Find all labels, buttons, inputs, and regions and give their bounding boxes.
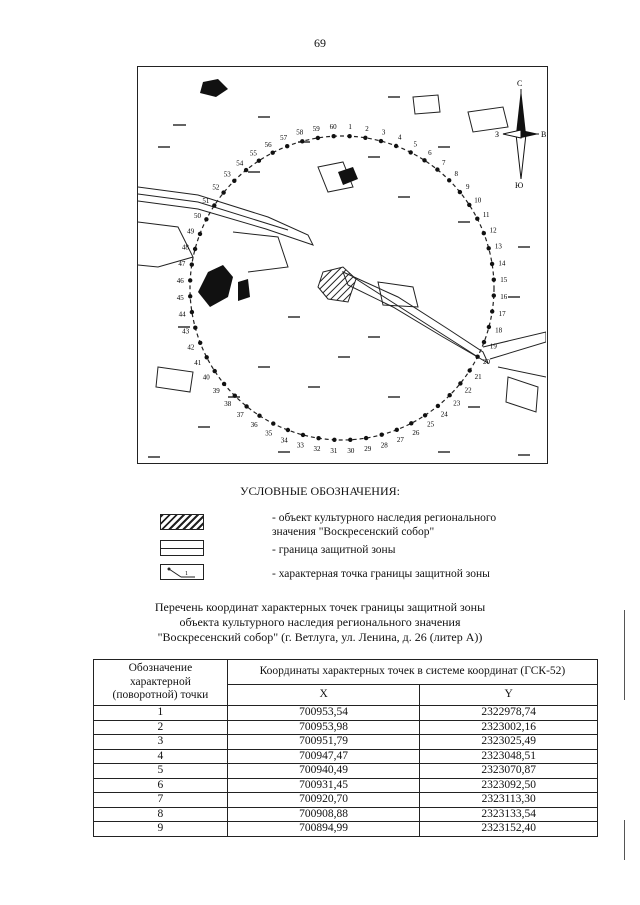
- boundary-point: [190, 310, 194, 314]
- caption-line-1: Перечень координат характерных точек границы защитной зоны: [154, 600, 486, 614]
- table-caption: [0, 600, 640, 645]
- boundary-point: [482, 340, 486, 344]
- boundary-point-label: 52: [212, 183, 220, 192]
- boundary-point: [394, 144, 398, 148]
- boundary-point-label: 45: [176, 293, 184, 302]
- table-row: [94, 793, 598, 808]
- compass-rose-icon: [495, 79, 546, 190]
- legend-text-boundary: - граница защитной зоны: [272, 544, 396, 556]
- road-upper: [138, 187, 313, 245]
- boundary-point: [363, 136, 367, 140]
- boundary-point-label: 26: [412, 429, 420, 438]
- boundary-point: [436, 404, 440, 408]
- table-row: [94, 735, 598, 750]
- boundary-point-label: 20: [483, 358, 490, 367]
- boundary-point-label: 24: [440, 410, 448, 419]
- boundary-point: [435, 167, 439, 171]
- cell-y: 2323048,51: [420, 749, 598, 764]
- cell-point: 4: [94, 749, 228, 764]
- hatched-object-icon: [160, 514, 204, 530]
- cell-x: 700894,99: [227, 822, 420, 837]
- table-row: [94, 778, 598, 793]
- table-row: [94, 764, 598, 779]
- caption-line-2: объекта культурного наследия регионального значения: [179, 615, 461, 629]
- cell-x: 700908,88: [227, 807, 420, 822]
- boundary-point-label: 2: [365, 124, 369, 133]
- boundary-point: [332, 134, 336, 138]
- boundary-point-label: 32: [313, 445, 321, 454]
- compass-east: В: [541, 130, 546, 139]
- boundary-point: [190, 262, 194, 266]
- boundary-point-label: 57: [280, 133, 288, 142]
- boundary-point-label: 34: [280, 436, 288, 445]
- compass-north: С: [517, 79, 523, 88]
- boundary-point: [205, 355, 209, 359]
- boundary-point: [468, 368, 472, 372]
- boundary-point-label: 36: [250, 421, 258, 430]
- cell-point: 6: [94, 778, 228, 793]
- boundary-point-label: 8: [454, 170, 459, 179]
- cell-y: 2323092,50: [420, 778, 598, 793]
- boundary-point: [487, 325, 491, 329]
- header-y: Y: [420, 685, 598, 706]
- boundary-point: [221, 190, 225, 194]
- boundary-point-label: 29: [364, 444, 372, 453]
- boundary-point-label: 3: [381, 128, 386, 137]
- cell-point: 2: [94, 720, 228, 735]
- table-row: [94, 706, 598, 721]
- cell-y: 2323113,30: [420, 793, 598, 808]
- boundary-point-label: 4: [397, 133, 402, 142]
- boundary-point: [347, 134, 351, 138]
- cell-x: 700931,45: [227, 778, 420, 793]
- boundary-point: [257, 414, 261, 418]
- header-x: X: [227, 685, 420, 706]
- cell-y: 2323025,49: [420, 735, 598, 750]
- cell-x: 700947,47: [227, 749, 420, 764]
- boundary-point-label: 12: [489, 226, 497, 235]
- compass-south: Ю: [515, 181, 524, 190]
- boundary-point-label: 25: [427, 420, 435, 429]
- boundary-point-label: 11: [482, 211, 490, 220]
- boundary-point-label: 40: [202, 373, 210, 382]
- boundary-point-label: 47: [178, 260, 186, 268]
- coordinates-table: [93, 659, 598, 837]
- legend-title: УСЛОВНЫЕ ОБОЗНАЧЕНИЯ:: [240, 484, 400, 498]
- map-canvas: [138, 67, 546, 462]
- cell-x: 700920,70: [227, 793, 420, 808]
- boundary-point: [332, 438, 336, 442]
- boundary-point-label: 5: [413, 140, 417, 149]
- boundary-point: [212, 203, 216, 207]
- boundary-point: [193, 326, 197, 330]
- cell-x: 700951,79: [227, 735, 420, 750]
- boundary-point: [271, 151, 275, 155]
- boundary-point: [198, 341, 202, 345]
- boundary-point-label: 23: [453, 399, 461, 408]
- legend-text-point: - характерная точка границы защитной зоны: [272, 568, 490, 580]
- boundary-point: [467, 203, 471, 207]
- boundary-point-label: 56: [264, 140, 272, 149]
- boundary-point-label: 19: [489, 342, 497, 351]
- boundary-point: [490, 262, 494, 266]
- boundary-point: [448, 393, 452, 397]
- boundary-point: [395, 428, 399, 432]
- boundary-point: [380, 433, 384, 437]
- boundary-point-label: 48: [181, 243, 189, 252]
- boundary-point-label: 31: [330, 446, 338, 455]
- boundary-point: [286, 428, 290, 432]
- boundary-point-label: 1: [348, 123, 352, 132]
- heritage-object: [318, 267, 356, 302]
- boundary-point: [301, 433, 305, 437]
- boundary-point: [447, 178, 451, 182]
- boundary-point: [348, 438, 352, 442]
- boundary-point: [423, 413, 427, 417]
- boundary-point-label: 44: [178, 310, 186, 319]
- caption-line-3: "Воскресенский собор" (г. Ветлуга, ул. Ленина, д. 26 (литер А)): [157, 630, 483, 644]
- boundary-point-label: 7: [441, 158, 446, 167]
- boundary-point: [244, 404, 248, 408]
- boundary-point: [222, 382, 226, 386]
- boundary-point: [233, 394, 237, 398]
- boundary-point: [475, 217, 479, 221]
- boundary-point: [271, 421, 275, 425]
- boundary-point-label: 10: [474, 196, 482, 205]
- boundary-point-label: 9: [465, 182, 470, 191]
- legend-text-heritage-1: - объект культурного наследия регионального: [272, 512, 497, 524]
- boundary-point-label: 30: [347, 446, 355, 455]
- boundary-point: [232, 179, 236, 183]
- boundary-point-label: 16: [500, 293, 508, 302]
- boundary-point-label: 55: [249, 149, 257, 158]
- table-row: [94, 749, 598, 764]
- boundary-point: [244, 168, 248, 172]
- boundary-point-label: 38: [224, 399, 232, 408]
- cell-y: 2322978,74: [420, 706, 598, 721]
- boundary-point-label: 41: [194, 358, 202, 367]
- boundary-point-label: 37: [236, 411, 244, 420]
- protection-zone-map: [137, 66, 548, 464]
- boundary-point-label: 17: [498, 310, 506, 318]
- page-edge-mark: [624, 610, 625, 700]
- cell-y: 2323070,87: [420, 764, 598, 779]
- boundary-point-label: 22: [464, 386, 472, 395]
- boundary-point-label: 51: [202, 197, 210, 206]
- boundary-point-label: 39: [212, 387, 220, 396]
- cell-x: 700953,98: [227, 720, 420, 735]
- boundary-point: [475, 355, 479, 359]
- boundary-point: [422, 158, 426, 162]
- boundary-point-icon: [160, 564, 204, 580]
- table-row: [94, 807, 598, 822]
- boundary-point: [213, 369, 217, 373]
- boundary-point-label: 6: [428, 148, 432, 157]
- road-lower: [343, 272, 546, 377]
- boundary-point-label: 53: [223, 170, 231, 179]
- cell-x: 700940,49: [227, 764, 420, 779]
- table-row: [94, 720, 598, 735]
- boundary-point: [458, 190, 462, 194]
- boundary-point: [379, 139, 383, 143]
- boundary-point-label: 50: [194, 211, 201, 220]
- boundary-point-label: 59: [312, 125, 320, 134]
- boundary-point: [316, 136, 320, 140]
- boundary-point: [492, 293, 496, 297]
- boundary-point: [490, 309, 494, 313]
- boundary-point-label: 35: [265, 429, 273, 438]
- boundary-point-label: 27: [396, 436, 404, 445]
- boundary-point: [364, 436, 368, 440]
- cell-point: 9: [94, 822, 228, 837]
- cell-point: 8: [94, 807, 228, 822]
- boundary-point-label: 49: [187, 227, 195, 236]
- boundary-point: [300, 139, 304, 143]
- legend-text-heritage-2: значения "Воскресенский собор": [272, 526, 435, 538]
- cell-point: 3: [94, 735, 228, 750]
- boundary-point: [257, 159, 261, 163]
- boundary-point-label: 13: [494, 242, 502, 251]
- boundary-point: [316, 436, 320, 440]
- cell-point: 7: [94, 793, 228, 808]
- boundary-point-label: 46: [176, 276, 184, 285]
- header-point: Обозначение характерной (поворотной) точки: [94, 660, 228, 706]
- boundary-point: [409, 421, 413, 425]
- boundary-point: [198, 232, 202, 236]
- boundary-point-label: 58: [296, 128, 304, 137]
- boundary-point-label: 14: [498, 259, 506, 268]
- boundary-point: [482, 231, 486, 235]
- cell-point: 5: [94, 764, 228, 779]
- boundary-point: [285, 144, 289, 148]
- boundary-point: [188, 278, 192, 282]
- boundary-point-label: 15: [500, 276, 508, 285]
- boundary-point: [188, 294, 192, 298]
- boundary-point-label: 54: [236, 159, 244, 168]
- boundary-point-label: 60: [329, 123, 337, 132]
- page-number: 69: [314, 36, 326, 50]
- compass-west: З: [495, 130, 500, 139]
- cell-x: 700953,54: [227, 706, 420, 721]
- boundary-point-label: 42: [187, 343, 195, 352]
- boundary-point: [492, 278, 496, 282]
- boundary-point-label: 18: [495, 326, 503, 335]
- boundary-point-label: 33: [296, 441, 304, 450]
- page-edge-mark: [624, 820, 625, 860]
- boundary-point-label: 21: [474, 372, 482, 381]
- svg-text:1: 1: [185, 571, 188, 577]
- boundary-point: [458, 381, 462, 385]
- boundary-point: [193, 247, 197, 251]
- table-row: [94, 822, 598, 837]
- boundary-point-label: 28: [380, 441, 388, 450]
- cell-y: 2323133,54: [420, 807, 598, 822]
- boundary-point-label: 43: [182, 327, 190, 336]
- boundary-point: [487, 246, 491, 250]
- zone-boundary-icon: [160, 540, 204, 556]
- boundary-point: [409, 150, 413, 154]
- cell-y: 2323002,16: [420, 720, 598, 735]
- header-coordinates: Координаты характерных точек в системе координат (ГСК-52): [227, 660, 597, 685]
- boundary-point: [204, 217, 208, 221]
- cell-y: 2323152,40: [420, 822, 598, 837]
- cell-point: 1: [94, 706, 228, 721]
- table-body: [94, 706, 598, 837]
